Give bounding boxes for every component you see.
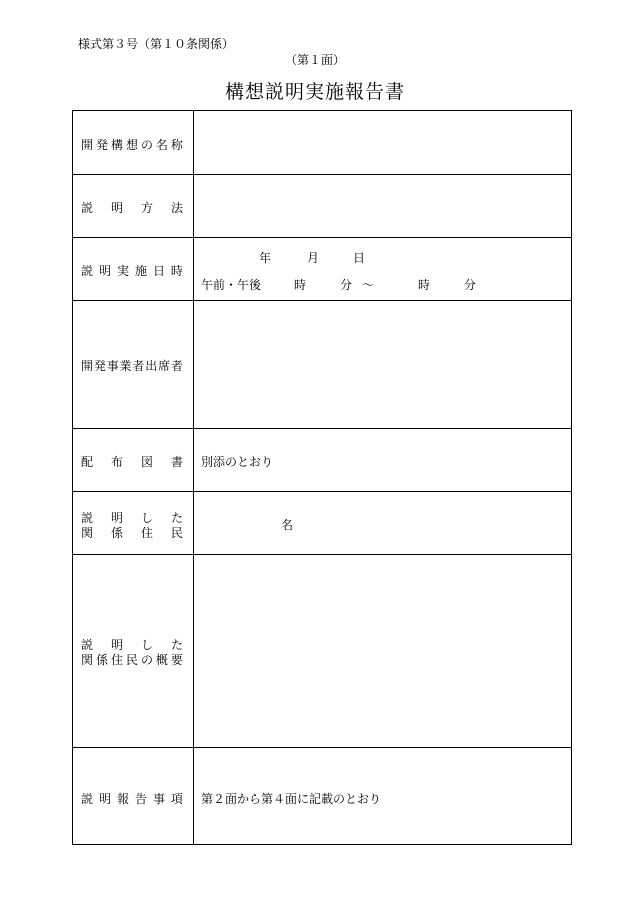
row-divider (73, 174, 571, 175)
label-distributed-documents: 配 布 図 書 (81, 455, 183, 469)
page-number: （第１面） (284, 53, 345, 67)
time-start-hour-label: 時 (294, 278, 307, 292)
row-divider (73, 491, 571, 492)
label-explanation-method: 説 明 方 法 (81, 201, 183, 215)
date-year-label: 年 (259, 251, 272, 265)
time-start-minute-label: 分 (340, 278, 353, 292)
label-residents-summary-line1: 説 明 し た (81, 638, 183, 652)
column-divider (193, 111, 194, 844)
field-distributed-documents[interactable]: 別添のとおり (201, 455, 274, 469)
row-divider (73, 428, 571, 429)
row-divider (73, 747, 571, 748)
label-residents-line1: 説 明 し た (81, 511, 183, 525)
time-end-hour-label: 時 (418, 278, 431, 292)
field-report-items[interactable]: 第２面から第４面に記載のとおり (201, 792, 382, 806)
field-residents-count-unit[interactable]: 名 (281, 518, 294, 532)
time-end-minute-label: 分 (464, 278, 477, 292)
date-day-label: 日 (353, 251, 366, 265)
date-month-label: 月 (307, 251, 320, 265)
label-report-items: 説 明 報 告 事 項 (81, 792, 183, 806)
report-form-table (72, 110, 572, 845)
label-developer-attendees: 開 発 事 業 者 出 席 者 (81, 359, 183, 373)
label-residents-line2: 関 係 住 民 (81, 526, 183, 540)
label-explanation-datetime: 説 明 実 施 日 時 (81, 264, 183, 278)
row-divider (73, 300, 571, 301)
row-divider (73, 237, 571, 238)
row-divider (73, 554, 571, 555)
document-title: 構想説明実施報告書 (224, 81, 405, 103)
label-residents-summary-line2: 関 係 住 民 の 概 要 (81, 653, 183, 667)
form-number: 様式第３号（第１０条関係） (78, 37, 235, 51)
time-range-tilde: 〜 (362, 278, 375, 292)
label-project-name: 開 発 構 想 の 名 称 (81, 138, 183, 152)
time-ampm-label: 午前・午後 (201, 278, 262, 292)
